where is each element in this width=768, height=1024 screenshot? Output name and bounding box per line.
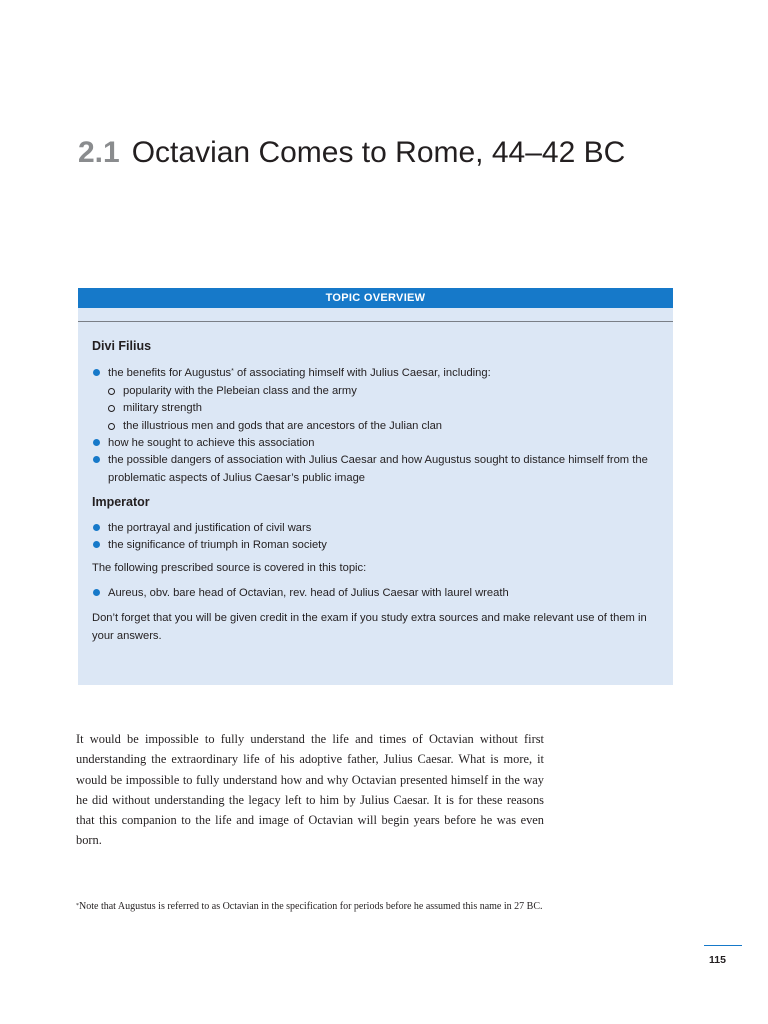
source-list (92, 585, 662, 602)
exam-reminder: Don’t forget that you will be given credit in the exam if you study extra sources and make relevant use of them in your answers. (92, 612, 647, 642)
bullet-text: the benefits for Augustus (108, 367, 232, 380)
bullet-text: the possible dangers of association with Julius Caesar and how Augustus sought to distance himself from the problematic aspects of Julius Caesar’s public image (108, 454, 648, 484)
ring-bullet-icon (108, 423, 115, 430)
ring-bullet-icon (108, 388, 115, 395)
footnote-mark: * (76, 903, 79, 909)
source-item-text: Aureus, obv. bare head of Octavian, rev. head of Julius Caesar with laurel wreath (108, 586, 509, 599)
list-item (92, 365, 662, 435)
divi-filius-list (92, 365, 662, 487)
list-item (92, 537, 662, 554)
chapter-number: 2.1 (78, 136, 120, 169)
source-intro: The following prescribed source is covered in this topic: (92, 562, 367, 575)
bullet-dot-icon (93, 524, 100, 531)
sub-list-item (92, 383, 662, 400)
sub-list-item (92, 400, 662, 417)
bullet-dot-icon (93, 456, 100, 463)
topic-overview-header: TOPIC OVERVIEW (78, 288, 673, 308)
topic-overview-box (78, 288, 673, 685)
chapter-title (78, 136, 625, 170)
bullet-dot-icon (93, 369, 100, 376)
ring-bullet-icon (108, 405, 115, 412)
bullet-text-continued: of associating himself with Julius Caesar, including: (233, 367, 491, 380)
list-item (92, 585, 662, 602)
bullet-dot-icon (93, 439, 100, 446)
imperator-list (92, 520, 662, 555)
overview-divider (78, 321, 673, 322)
list-item (92, 435, 662, 452)
bullet-dot-icon (93, 541, 100, 548)
sub-item-text: popularity with the Plebeian class and the army (123, 384, 357, 397)
topic-overview-body (92, 328, 662, 645)
sub-item-text: the illustrious men and gods that are ancestors of the Julian clan (123, 419, 443, 432)
intro-paragraph: It would be impossible to fully understand the life and times of Octavian without first understanding the extraordinary life of his adoptive father, Julius Caesar. What is more, it would be impossible to fully understand how and why Octavian presented himself in the way he did without understanding the legacy left to him by Julius Caesar. It is for these reasons that this companion to the life and image of Octavian will begin years before he was even born. (76, 732, 544, 848)
footnote-text: Note that Augustus is referred to as Octavian in the specification for periods before he assumed this name in 27 BC. (79, 901, 543, 912)
section-heading-divi-filius: Divi Filius (92, 339, 152, 353)
footnote (76, 899, 544, 915)
chapter-title-text: Octavian Comes to Rome, 44–42 BC (131, 136, 626, 169)
sub-list-item (92, 418, 662, 435)
sub-item-text: military strength (123, 402, 202, 415)
list-item (92, 452, 662, 487)
page-number-rule (704, 945, 742, 946)
bullet-text: the portrayal and justification of civil wars (108, 521, 312, 534)
section-heading-imperator: Imperator (92, 495, 150, 510)
bullet-dot-icon (93, 589, 100, 596)
bullet-text: the significance of triumph in Roman society (108, 539, 327, 552)
footnote-marker: * (231, 368, 234, 376)
bullet-text: how he sought to achieve this association (108, 437, 315, 450)
sub-list (92, 383, 662, 435)
list-item (92, 520, 662, 537)
page-number: 115 (709, 954, 726, 966)
